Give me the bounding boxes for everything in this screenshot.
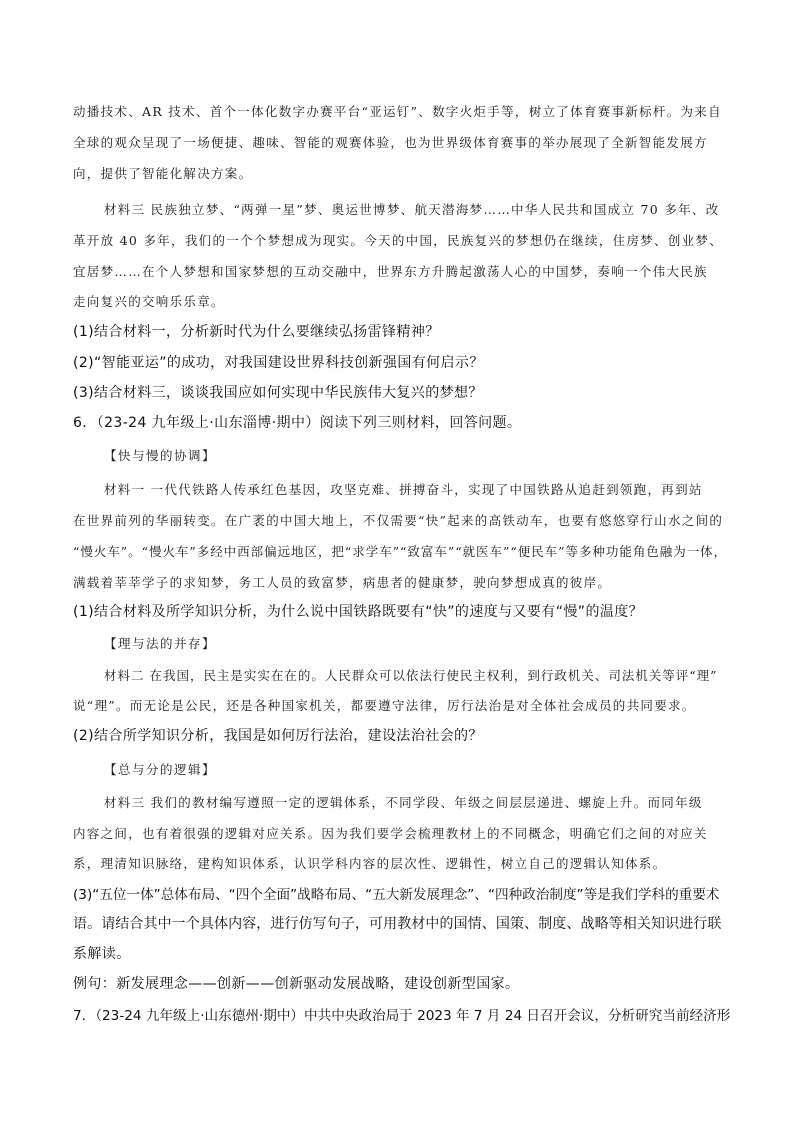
q6-material3-line-3: 系，理清知识脉络，建构知识体系，认识学科内容的层次性、逻辑性，树立自己的逻辑认知体系。: [73, 856, 667, 871]
q5-subquestion-3: (3)结合材料三，谈谈我国应如何实现中华民族伟大复兴的梦想？: [73, 385, 483, 401]
q6-example-sentence: 例句：新发展理念——创新——创新驱动发展战略，建设创新型国家。: [73, 976, 520, 992]
material2-line-2: 全球的观众呈现了一场便捷、趣味、智能的观赛体验，也为世界级体育赛事的举办展现了全新智能发展方: [73, 135, 708, 150]
q6-subquestion-3-line-1: (3)“五位一体”总体布局、“四个全面”战略布局、“五大新发展理念”、“四种政治制度”等是我们学科的重要术: [73, 887, 720, 903]
material3-line-2: 革开放 40 多年，我们的一个个梦想成为现实。今天的中国，民族复兴的梦想仍在继续，住房梦、创业梦、: [73, 233, 724, 248]
q6-subquestion-1: (1)结合材料及所学知识分析，为什么说中国铁路既要有“快”的速度与又要有“慢”的温度？: [73, 604, 644, 620]
q6-heading-law: 【理与法的并存】: [104, 636, 217, 651]
q6-heading-speed: 【快与慢的协调】: [104, 448, 217, 463]
q5-subquestion-2: (2)“智能亚运”的成功，对我国建设世界科技创新强国有何启示？: [73, 355, 484, 371]
q7-stem: 7．（23-24 九年级上·山东德州·期中）中共中央政治局于 2023 年 7 月 24 日召开会议，分析研究当前经济形: [73, 1008, 731, 1024]
q6-material1-line-4: 满载着莘莘学子的求知梦，务工人员的致富梦，病患者的健康梦，驶向梦想成真的彼岸。: [73, 575, 612, 590]
material3-line-3: 宜居梦……在个人梦想和国家梦想的互动交融中，世界东方升腾起激荡人心的中国梦，奏响一个伟大民族: [73, 264, 708, 279]
q6-stem: 6．（23-24 九年级上·山东淄博·期中）阅读下列三则材料，回答问题。: [73, 415, 522, 431]
q6-subquestion-2: (2)结合所学知识分析，我国是如何厉行法治，建设法治社会的？: [73, 728, 483, 744]
q6-material2-line-1: 材料二 在我国，民主是实实在在的。人民群众可以依法行使民主权利，到行政机关、司法机关等评“理”: [104, 668, 718, 683]
q6-material1-line-2: 在世界前列的华丽转变。在广袤的中国大地上，不仅需要“快”起来的高铁动车，也要有悠悠穿行山水之间的: [73, 513, 724, 528]
q6-subquestion-3-line-3: 系解读。: [73, 946, 131, 962]
q6-material2-line-2: 说“理”。而无论是公民，还是各种国家机关，都要遵守法律，厉行法治是对全体社会成员的共同要求。: [73, 698, 696, 713]
q6-material3-line-2: 内容之间，也有着很强的逻辑对应关系。因为我们要学会梳理教材上的不同概念，明确它们之间的对应关: [73, 826, 708, 841]
material3-line-1: 材料三 民族独立梦、“两弹一星”梦、奥运世博梦、航天潜海梦……中华人民共和国成立 70 多年、改: [104, 202, 720, 217]
material2-line-1: 动播技术、AR 技术、首个一体化数字办赛平台“亚运钉”、数字火炬手等，树立了体育赛事新标杆。为来自: [73, 104, 722, 119]
q6-material1-line-1: 材料一 一代代铁路人传承红色基因，攻坚克难、拼搏奋斗，实现了中国铁路从追赶到领跑，再到站: [104, 482, 703, 497]
material2-line-3: 向，提供了智能化解决方案。: [73, 166, 253, 181]
q5-subquestion-1: (1)结合材料一，分析新时代为什么要继续弘扬雷锋精神？: [73, 324, 440, 340]
q6-material3-line-1: 材料三 我们的教材编写遵照一定的逻辑体系，不同学段、年级之间层层递进、螺旋上升。而同年级: [104, 795, 703, 810]
q6-heading-logic: 【总与分的逻辑】: [104, 762, 217, 777]
q6-subquestion-3-line-2: 语。请结合其中一个具体内容，进行仿写句子，可用教材中的国情、国策、制度、战略等相关知识进行联: [73, 916, 722, 932]
q6-material1-line-3: “慢火车”。“慢火车”多经中西部偏远地区，把“求学车”“致富车”“就医车”“便民车”等多种功能角色融为一体，: [73, 544, 728, 559]
material3-line-4: 走向复兴的交响乐乐章。: [73, 294, 225, 309]
